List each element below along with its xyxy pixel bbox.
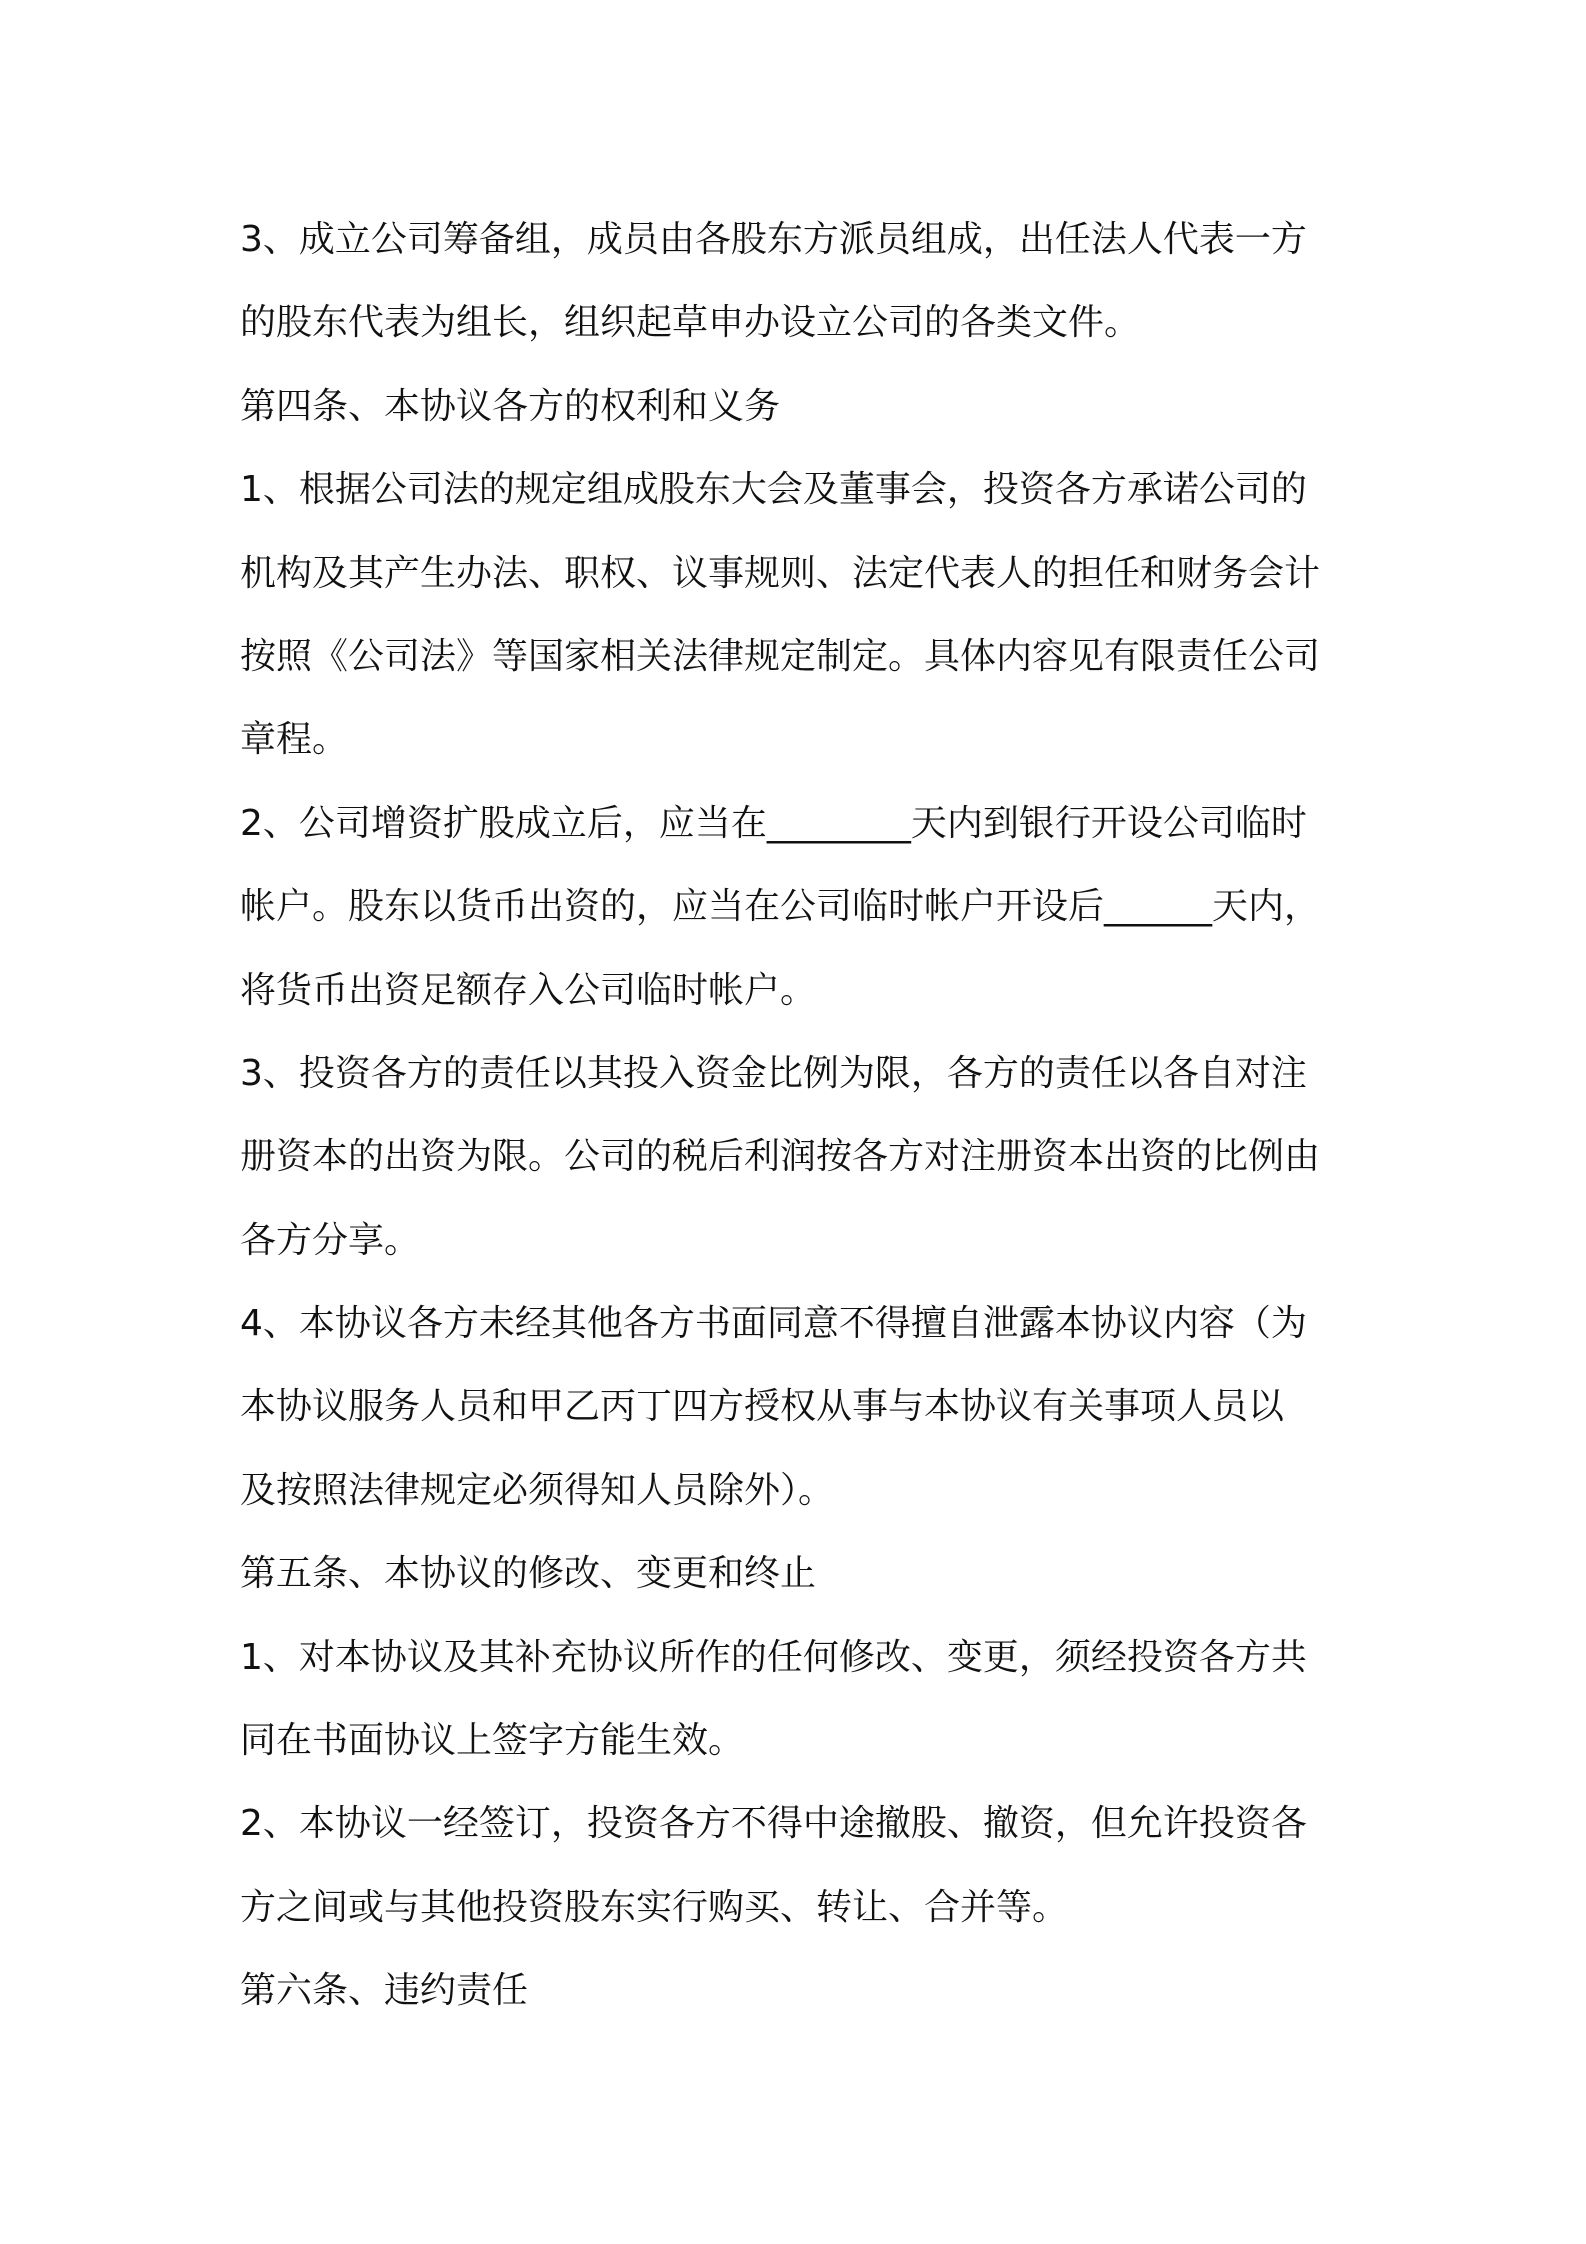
text-line: 将货币出资足额存入公司临时帐户。 <box>240 969 817 1011</box>
text-line: 1、对本协议及其补充协议所作的任何修改、变更，须经投资各方共 <box>240 1636 1307 1678</box>
text-line: 3、投资各方的责任以其投入资金比例为限，各方的责任以各自对注 <box>240 1052 1307 1094</box>
text-line: 的股东代表为组长，组织起草申办设立公司的各类文件。 <box>240 302 1141 344</box>
text-line: 本协议服务人员和甲乙丙丁四方授权从事与本协议有关事项人员以 <box>240 1386 1285 1428</box>
text-line: 4、本协议各方未经其他各方书面同意不得擅自泄露本协议内容（为 <box>240 1303 1307 1345</box>
text-line: 2、公司增资扩股成立后，应当在________天内到银行开设公司临时 <box>240 802 1307 844</box>
text-line: 同在书面协议上签字方能生效。 <box>240 1720 745 1762</box>
text-line: 帐户。股东以货币出资的，应当在公司临时帐户开设后______天内， <box>240 886 1321 928</box>
section-heading: 第五条、本协议的修改、变更和终止 <box>240 1553 817 1595</box>
text-line: 及按照法律规定必须得知人员除外）。 <box>240 1469 835 1511</box>
text-line: 方之间或与其他投资股东实行购买、转让、合并等。 <box>240 1886 1069 1928</box>
text-line: 2、本协议一经签订，投资各方不得中途撤股、撤资，但允许投资各 <box>240 1803 1307 1845</box>
section-heading: 第六条、违约责任 <box>240 1970 529 2012</box>
text-line: 册资本的出资为限。公司的税后利润按各方对注册资本出资的比例由 <box>240 1136 1321 1178</box>
text-line: 章程。 <box>240 719 349 761</box>
text-line: 机构及其产生办法、职权、议事规则、法定代表人的担任和财务会计 <box>240 552 1321 594</box>
text-line: 1、根据公司法的规定组成股东大会及董事会，投资各方承诺公司的 <box>240 469 1307 511</box>
text-line: 各方分享。 <box>240 1219 421 1261</box>
text-line: 按照《公司法》等国家相关法律规定制定。具体内容见有限责任公司 <box>240 635 1321 677</box>
section-heading: 第四条、本协议各方的权利和义务 <box>240 385 781 427</box>
document-body <box>240 198 1360 2033</box>
text-line: 3、成立公司筹备组，成员由各股东方派员组成，出任法人代表一方 <box>240 219 1307 260</box>
